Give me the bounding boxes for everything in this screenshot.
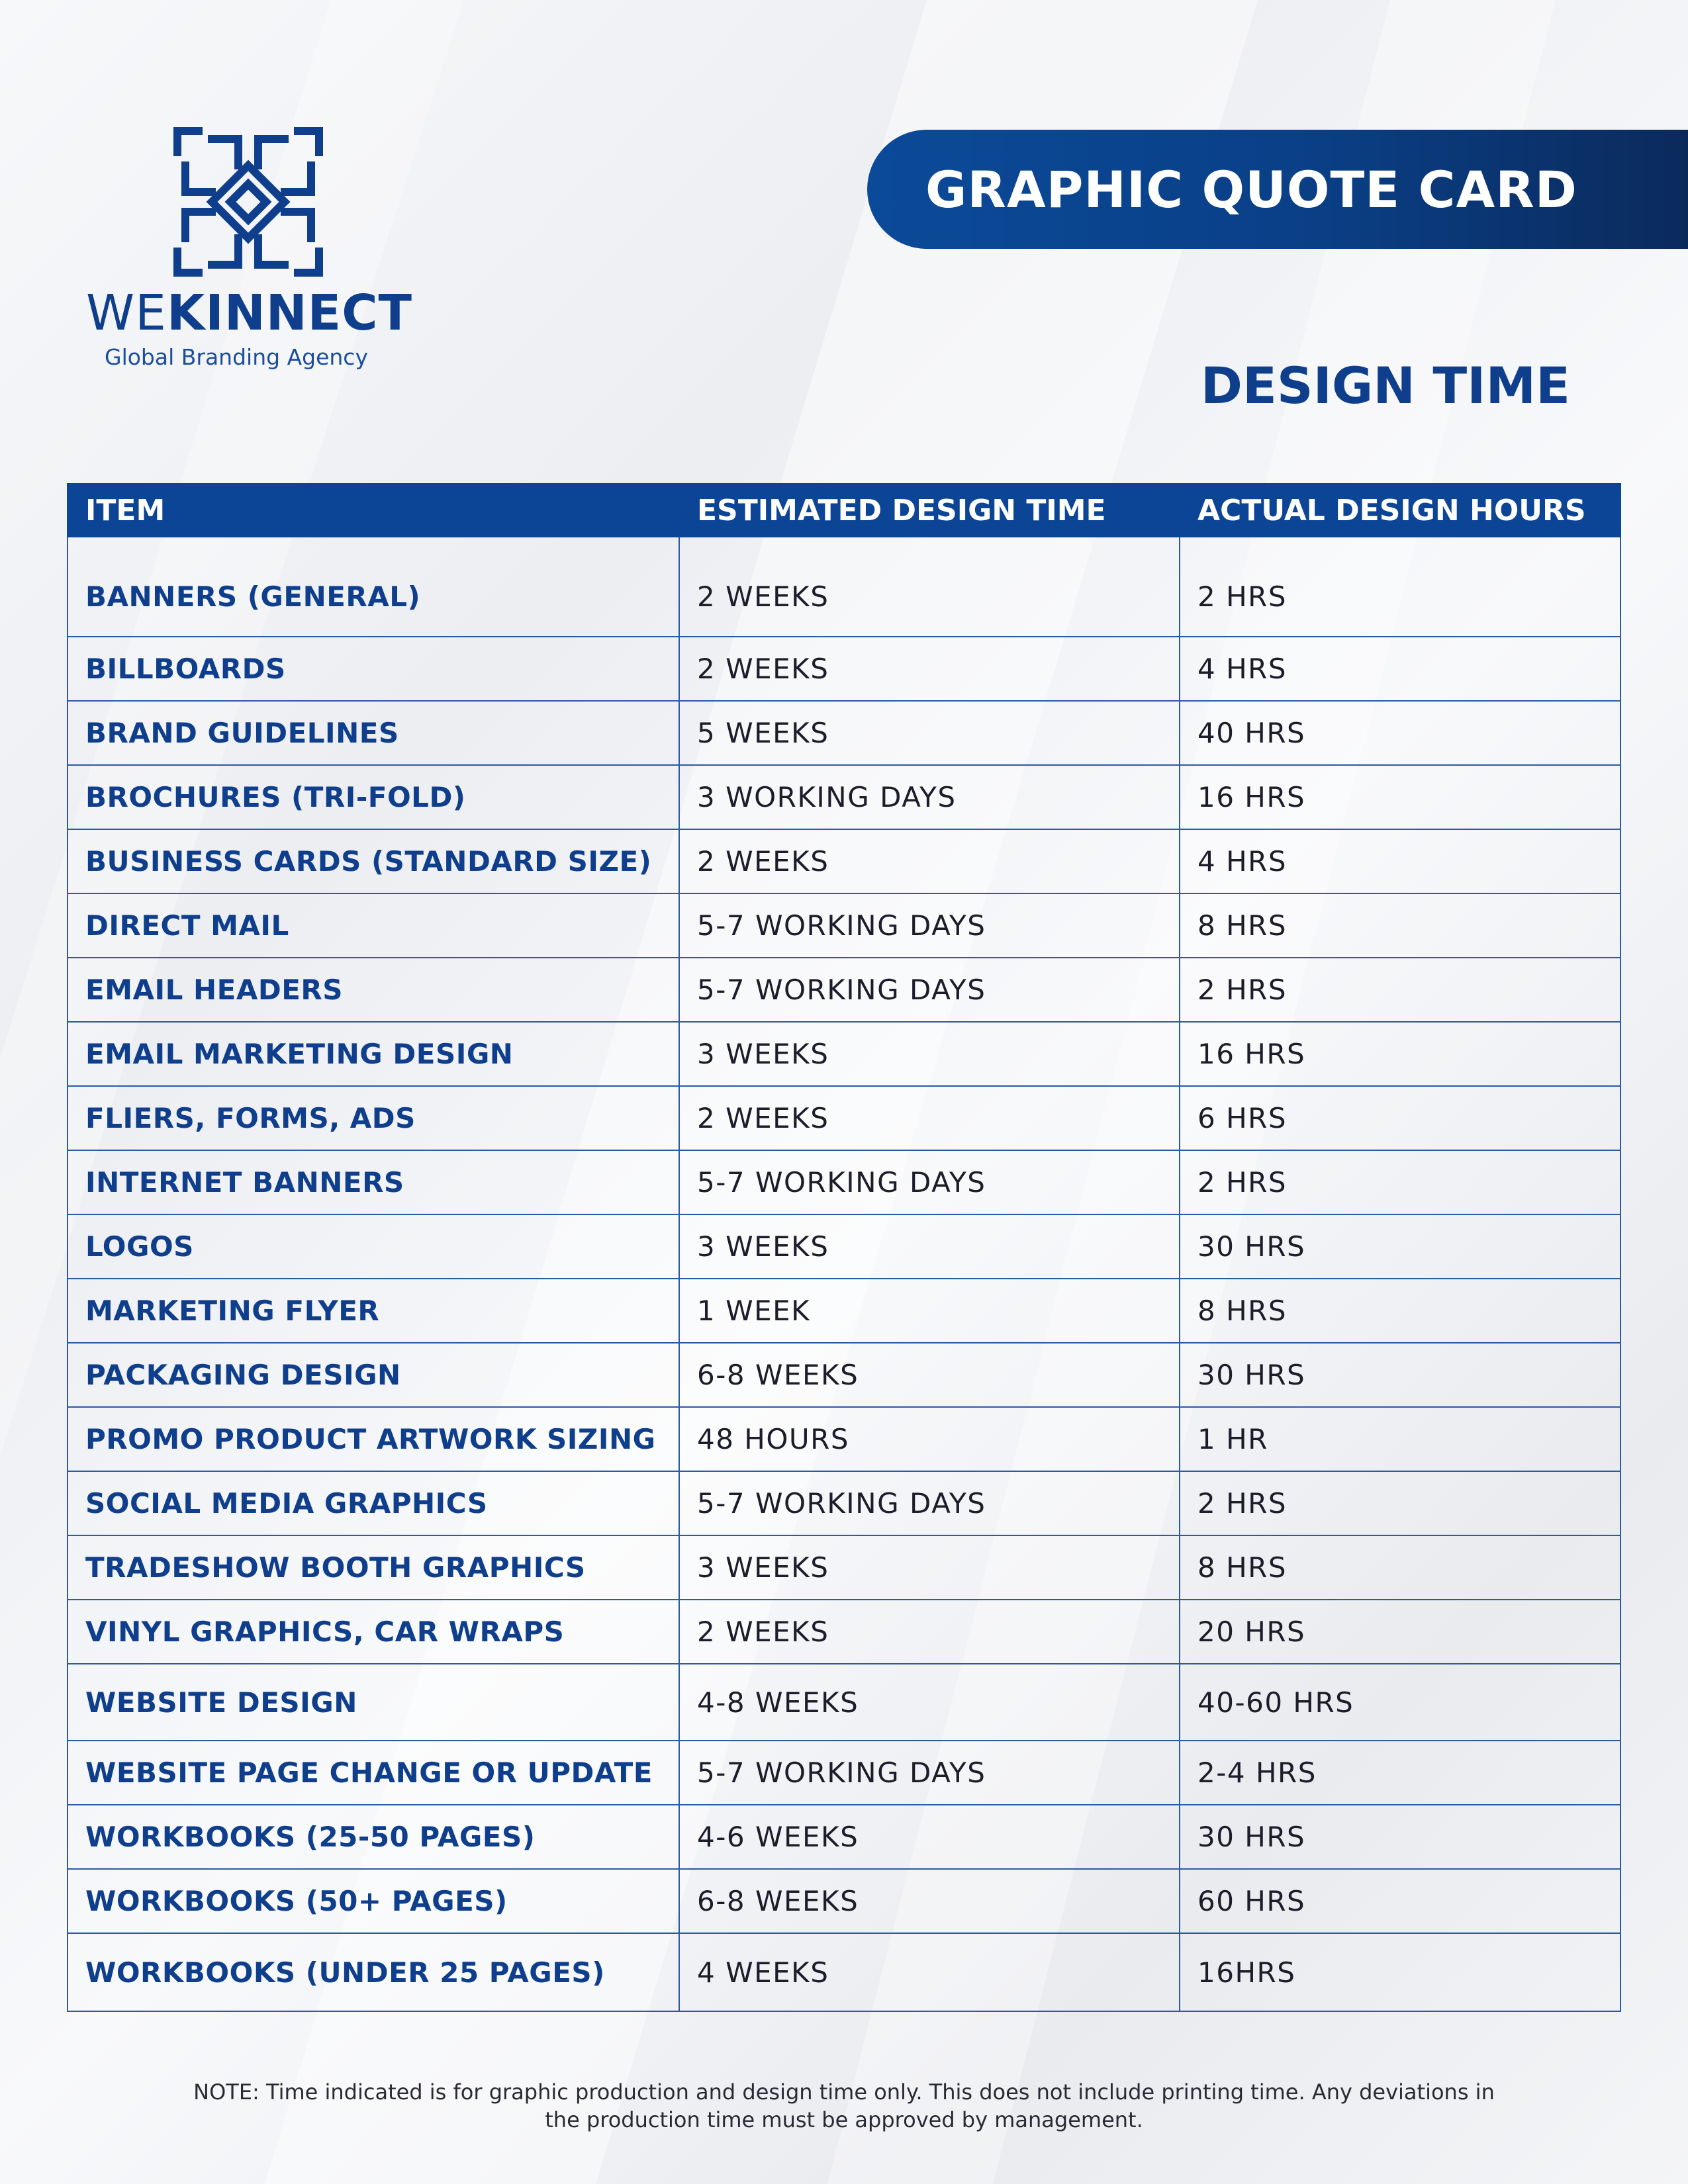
page-title: GRAPHIC QUOTE CARD	[925, 159, 1577, 219]
actual-hours-cell: 60 HRS	[1180, 1869, 1620, 1933]
actual-hours-cell: 16HRS	[1180, 1933, 1620, 2011]
table-row	[68, 1600, 1620, 1664]
item-cell: BILLBOARDS	[68, 637, 679, 701]
actual-hours-cell: 20 HRS	[1180, 1600, 1620, 1664]
actual-hours-cell: 2 HRS	[1180, 1150, 1620, 1214]
item-cell: WORKBOOKS (50+ PAGES)	[68, 1869, 679, 1933]
item-cell: VINYL GRAPHICS, CAR WRAPS	[68, 1600, 679, 1664]
footer-note	[93, 2078, 1595, 2134]
item-cell: BRAND GUIDELINES	[68, 701, 679, 765]
design-time-table	[67, 483, 1621, 2012]
table-row	[68, 1741, 1620, 1805]
item-cell: SOCIAL MEDIA GRAPHICS	[68, 1471, 679, 1535]
table-row	[68, 637, 1620, 701]
table-header-row	[68, 484, 1620, 537]
estimated-time-cell: 4-8 WEEKS	[679, 1664, 1180, 1741]
estimated-time-cell: 3 WEEKS	[679, 1022, 1180, 1086]
estimated-time-cell: 4 WEEKS	[679, 1933, 1180, 2011]
actual-hours-cell: 16 HRS	[1180, 765, 1620, 829]
actual-hours-cell: 4 HRS	[1180, 829, 1620, 893]
brand-name-bold: KINNECT	[166, 285, 413, 341]
estimated-time-cell: 5 WEEKS	[679, 701, 1180, 765]
actual-hours-cell: 2-4 HRS	[1180, 1741, 1620, 1805]
estimated-time-cell: 48 HOURS	[679, 1407, 1180, 1471]
item-cell: BROCHURES (TRI-FOLD)	[68, 765, 679, 829]
estimated-time-cell: 2 WEEKS	[679, 829, 1180, 893]
item-cell: DIRECT MAIL	[68, 893, 679, 958]
actual-hours-cell: 30 HRS	[1180, 1343, 1620, 1407]
table-row	[68, 1869, 1620, 1933]
estimated-time-cell: 5-7 WORKING DAYS	[679, 1741, 1180, 1805]
estimated-time-cell: 2 WEEKS	[679, 1600, 1180, 1664]
item-cell: WEBSITE PAGE CHANGE OR UPDATE	[68, 1741, 679, 1805]
estimated-time-cell: 5-7 WORKING DAYS	[679, 1471, 1180, 1535]
item-cell: INTERNET BANNERS	[68, 1150, 679, 1214]
brand-name-light: WE	[86, 285, 167, 341]
table-row	[68, 1022, 1620, 1086]
item-cell: WEBSITE DESIGN	[68, 1664, 679, 1741]
item-cell: BANNERS (GENERAL)	[68, 537, 679, 637]
actual-hours-cell: 1 HR	[1180, 1407, 1620, 1471]
item-cell: FLIERS, FORMS, ADS	[68, 1086, 679, 1150]
estimated-time-cell: 5-7 WORKING DAYS	[679, 958, 1180, 1022]
actual-hours-cell: 8 HRS	[1180, 893, 1620, 958]
estimated-time-cell: 3 WORKING DAYS	[679, 765, 1180, 829]
footer-note-line-1: NOTE: Time indicated is for graphic production and design time only. This does not include printing time. Any deviations in	[193, 2079, 1495, 2105]
footer-note-line-2: the production time must be approved by management.	[545, 2107, 1143, 2132]
actual-hours-cell: 2 HRS	[1180, 1471, 1620, 1535]
table-row	[68, 1933, 1620, 2011]
estimated-time-cell: 5-7 WORKING DAYS	[679, 1150, 1180, 1214]
table-row	[68, 1535, 1620, 1600]
item-cell: MARKETING FLYER	[68, 1279, 679, 1343]
table-row	[68, 1664, 1620, 1741]
estimated-time-cell: 1 WEEK	[679, 1279, 1180, 1343]
item-cell: LOGOS	[68, 1214, 679, 1279]
table-row	[68, 1214, 1620, 1279]
page-subtitle: DESIGN TIME	[1200, 356, 1570, 415]
estimated-time-cell: 2 WEEKS	[679, 1086, 1180, 1150]
table-row	[68, 1279, 1620, 1343]
table-row	[68, 701, 1620, 765]
estimated-time-cell: 5-7 WORKING DAYS	[679, 893, 1180, 958]
actual-hours-cell: 30 HRS	[1180, 1214, 1620, 1279]
title-banner	[867, 130, 1688, 249]
item-cell: EMAIL MARKETING DESIGN	[68, 1022, 679, 1086]
actual-hours-cell: 8 HRS	[1180, 1279, 1620, 1343]
table-row	[68, 1805, 1620, 1869]
actual-hours-cell: 4 HRS	[1180, 637, 1620, 701]
actual-hours-cell: 40 HRS	[1180, 701, 1620, 765]
brand-tagline: Global Branding Agency	[105, 344, 368, 370]
estimated-time-cell: 2 WEEKS	[679, 637, 1180, 701]
actual-hours-cell: 6 HRS	[1180, 1086, 1620, 1150]
table-row	[68, 893, 1620, 958]
item-cell: BUSINESS CARDS (STANDARD SIZE)	[68, 829, 679, 893]
knot-logo-icon	[172, 126, 324, 278]
item-cell: TRADESHOW BOOTH GRAPHICS	[68, 1535, 679, 1600]
table-row	[68, 1407, 1620, 1471]
table-row	[68, 1150, 1620, 1214]
estimated-time-cell: 6-8 WEEKS	[679, 1343, 1180, 1407]
item-cell: WORKBOOKS (UNDER 25 PAGES)	[68, 1933, 679, 2011]
table-row	[68, 1086, 1620, 1150]
estimated-time-cell: 4-6 WEEKS	[679, 1805, 1180, 1869]
column-header-estimated: ESTIMATED DESIGN TIME	[679, 484, 1180, 537]
column-header-actual: ACTUAL DESIGN HOURS	[1180, 484, 1620, 537]
actual-hours-cell: 16 HRS	[1180, 1022, 1620, 1086]
table-row	[68, 1343, 1620, 1407]
actual-hours-cell: 2 HRS	[1180, 537, 1620, 637]
estimated-time-cell: 6-8 WEEKS	[679, 1869, 1180, 1933]
brand-name	[86, 285, 412, 341]
table-row	[68, 1471, 1620, 1535]
item-cell: EMAIL HEADERS	[68, 958, 679, 1022]
table-row	[68, 765, 1620, 829]
estimated-time-cell: 2 WEEKS	[679, 537, 1180, 637]
column-header-item: ITEM	[68, 484, 679, 537]
table-row	[68, 958, 1620, 1022]
actual-hours-cell: 30 HRS	[1180, 1805, 1620, 1869]
actual-hours-cell: 40-60 HRS	[1180, 1664, 1620, 1741]
item-cell: PROMO PRODUCT ARTWORK SIZING	[68, 1407, 679, 1471]
estimated-time-cell: 3 WEEKS	[679, 1535, 1180, 1600]
actual-hours-cell: 2 HRS	[1180, 958, 1620, 1022]
item-cell: PACKAGING DESIGN	[68, 1343, 679, 1407]
table-row	[68, 537, 1620, 637]
actual-hours-cell: 8 HRS	[1180, 1535, 1620, 1600]
item-cell: WORKBOOKS (25-50 PAGES)	[68, 1805, 679, 1869]
estimated-time-cell: 3 WEEKS	[679, 1214, 1180, 1279]
table-row	[68, 829, 1620, 893]
